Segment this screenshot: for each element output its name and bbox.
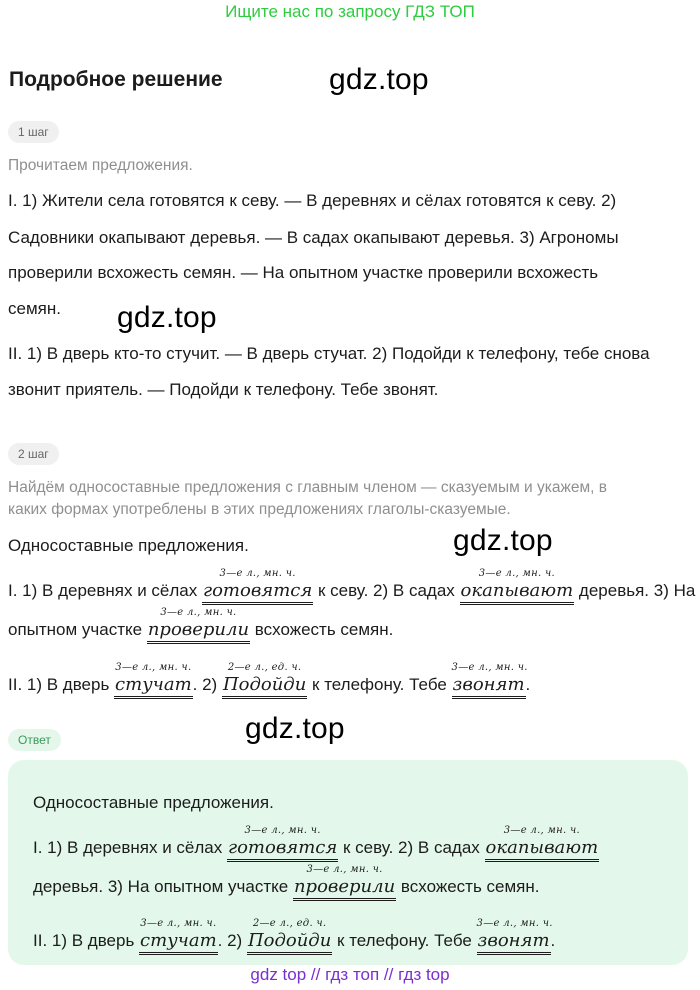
step-1-intro: Прочитаем предложения. (8, 157, 193, 174)
grammar-annotation: 3—е л., мн. ч. (451, 662, 528, 673)
grammar-annotation: 3—е л., мн. ч. (219, 568, 296, 579)
step-2-heading: Односоставные предложения. (8, 536, 249, 555)
grammar-annotation: 3—е л., мн. ч. (478, 568, 555, 579)
answer-line-2: деревья. 3) На опытном участке 3—е л., мн. ч. проверили всхожесть семян. (33, 877, 540, 901)
step-1-line: семян. (8, 299, 61, 318)
step-1-line: проверили всхожесть семян. — На опытном участке проверили всхожесть (8, 263, 599, 282)
answer-line-1: I. 1) В деревнях и сёлах 3—е л., мн. ч. готовятся к севу. 2) В садах 3—е л., мн. ч. окапывают (33, 838, 599, 862)
step-2-pill: 2 шаг (8, 443, 59, 465)
predicate: 2—е л., ед. ч. Подойди (247, 931, 332, 955)
footer-links: gdz top // гдз топ // гдз top (250, 965, 450, 984)
grammar-annotation: 3—е л., мн. ч. (244, 825, 321, 836)
grammar-annotation: 3—е л., мн. ч. (306, 864, 383, 875)
grammar-annotation: 2—е л., ед. ч. (252, 918, 327, 929)
step-1-line: I. 1) Жители села готовятся к севу. — В деревнях и сёлах готовятся к севу. 2) (8, 191, 617, 210)
grammar-annotation: 3—е л., мн. ч. (140, 918, 217, 929)
step-1-line: II. 1) В дверь кто-то стучит. — В дверь стучат. 2) Подойди к телефону, тебе снова (8, 344, 650, 363)
predicate: 3—е л., мн. ч. стучат (139, 931, 218, 955)
predicate: 3—е л., мн. ч. стучат (114, 675, 193, 699)
predicate: 3—е л., мн. ч. проверили (147, 620, 250, 644)
watermark: gdz.top (329, 63, 429, 96)
predicate: 3—е л., мн. ч. звонят (477, 931, 551, 955)
grammar-annotation: 3—е л., мн. ч. (503, 825, 580, 836)
grammar-annotation: 3—е л., мн. ч. (115, 662, 192, 673)
predicate: 3—е л., мн. ч. окапывают (460, 581, 575, 605)
grammar-annotation: 3—е л., мн. ч. (160, 607, 237, 618)
predicate: 3—е л., мн. ч. окапывают (485, 838, 600, 862)
predicate: 3—е л., мн. ч. готовятся (202, 581, 313, 605)
step-2-intro: каких формах употреблены в этих предложениях глаголы-сказуемые. (8, 501, 511, 518)
step-2-line-1: I. 1) В деревнях и сёлах 3—е л., мн. ч. готовятся к севу. 2) В садах 3—е л., мн. ч. окапывают деревья. 3) На (8, 581, 695, 605)
step-1-pill: 1 шаг (8, 121, 59, 143)
answer-heading: Односоставные предложения. (33, 793, 274, 812)
predicate: 3—е л., мн. ч. готовятся (227, 838, 338, 862)
step-2-line-3: II. 1) В дверь 3—е л., мн. ч. стучат. 2) 2—е л., ед. ч. Подойди к телефону. Тебе 3—е л., мн. ч. звонят. (8, 675, 530, 699)
watermark: gdz.top (453, 524, 553, 557)
step-1-line: Садовники окапывают деревья. — В садах окапывают деревья. 3) Агрономы (8, 228, 619, 247)
step-2-intro: Найдём односоставные предложения с главным членом — сказуемым и укажем, в (8, 479, 607, 496)
watermark: gdz.top (245, 712, 345, 745)
grammar-annotation: 3—е л., мн. ч. (476, 918, 553, 929)
grammar-annotation: 2—е л., ед. ч. (227, 662, 302, 673)
answer-line-3: II. 1) В дверь 3—е л., мн. ч. стучат. 2) 2—е л., ед. ч. Подойди к телефону. Тебе 3—е л., мн. ч. звонят. (33, 931, 555, 955)
predicate: 3—е л., мн. ч. проверили (293, 877, 396, 901)
answer-pill: Ответ (8, 729, 61, 751)
predicate: 2—е л., ед. ч. Подойди (222, 675, 307, 699)
predicate: 3—е л., мн. ч. звонят (452, 675, 526, 699)
step-2-line-2: опытном участке 3—е л., мн. ч. проверили всхожесть семян. (8, 620, 393, 644)
step-1-line: звонит приятель. — Подойди к телефону. Тебе звонят. (8, 380, 439, 399)
page-title: Подробное решение (9, 68, 223, 91)
top-banner: Ищите нас по запросу ГДЗ ТОП (225, 2, 475, 21)
watermark: gdz.top (117, 301, 217, 334)
